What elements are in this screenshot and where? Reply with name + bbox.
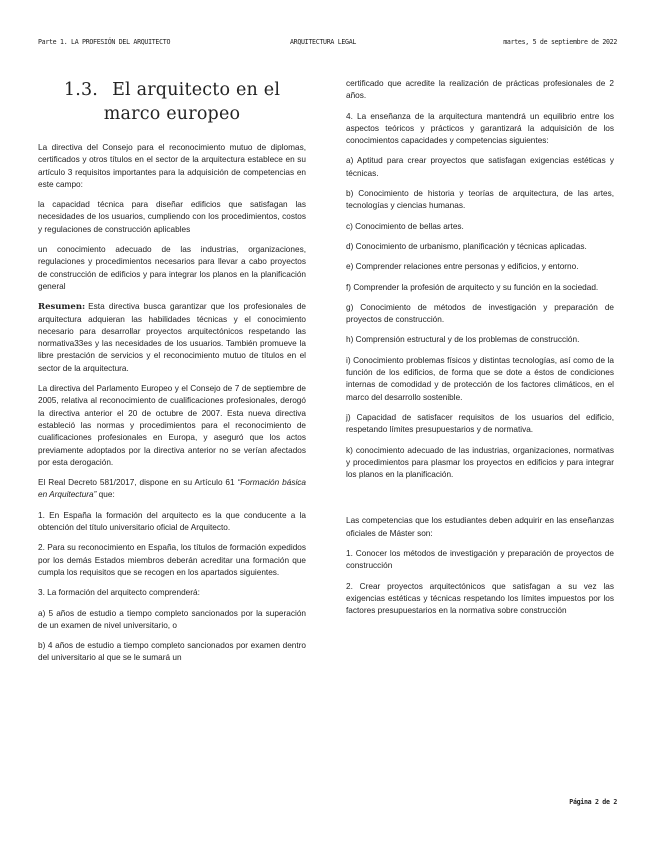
summary-label: Resumen: <box>38 302 86 313</box>
paragraph: 1. Conocer los métodos de investigación y preparación de proyectos de construcción <box>346 549 614 571</box>
paragraph: certificado que acredite la realización de prácticas profesionales de 2 años. <box>346 79 614 101</box>
list-item: e) Comprender relaciones entre personas y edificios, y entorno. <box>346 262 579 272</box>
list-item: f) Comprender la profesión de arquitecto y su función en la sociedad. <box>346 282 599 292</box>
header-subject: ARQUITECTURA LEGAL <box>290 38 357 46</box>
list-item: h) Comprensión estructural y de los problemas de construcción. <box>346 335 580 345</box>
paragraph <box>38 477 306 502</box>
list-item: k) conocimiento adecuado de las industrias, organizaciones, normativas y procedimientos para plasmar los proyectos en edificios y para integrar los planos en la planificación. <box>346 445 614 480</box>
spacer <box>346 489 614 515</box>
page-number: Página 2 de 2 <box>569 798 617 806</box>
section-number: 1.3. <box>63 80 99 100</box>
paragraph: 4. La enseñanza de la arquitectura mantendrá un equilibrio entre los aspectos teóricos y prácticos y garantizará la adquisición de los conocimientos capacidades y competencias siguientes: <box>346 111 614 146</box>
paragraph: 1. En España la formación del arquitecto es la que conducente a la obtención del título universitario oficial de Arquitecto. <box>38 510 306 533</box>
list-item: d) Conocimiento de urbanismo, planificación y técnicas aplicadas. <box>346 241 587 251</box>
list-item: j) Capacidad de satisfacer requisitos de los usuarios del edificio, respetando límites presupuestarios y de normativa. <box>346 412 614 435</box>
list-item: c) Conocimiento de bellas artes. <box>346 221 464 231</box>
paragraph: 3. La formación del arquitecto comprenderá: <box>38 588 200 598</box>
paragraph: la capacidad técnica para diseñar edificios que satisfagan las necesidades de los usuarios, cumpliendo con los procedimientos, costos y regulaciones de construcción aplicables <box>38 200 306 234</box>
decree-quote: “Formación básica en Arquitectura” <box>38 478 306 500</box>
summary-text: Esta directiva busca garantizar que los profesionales de arquitectura adquieran las habilidades técnicas y el conocimiento necesario para desarrollar proyectos arquitectónicos respetando las normativa33es y las necesidades de los usuarios. También promueve la libre prestación de servicios y el reconocimiento mutuo de títulos en el sector de la arquitectura. <box>38 302 306 373</box>
list-item: i) Conocimiento problemas físicos y distintas tecnologías, así como de la función de los edificios, de forma que se dote a éstos de condiciones internas de comodidad y de protección de los factores climáticos, en el marco del desarrollo sostenible. <box>346 355 614 402</box>
summary-paragraph <box>38 301 306 375</box>
paragraph: un conocimiento adecuado de las industrias, organizaciones, regulaciones y procedimientos necesarios para llevar a cabo proyectos de construcción de edificios y para integrar los planos en la planificación general <box>38 245 306 291</box>
paragraph: La directiva del Parlamento Europeo y el Consejo de 7 de septiembre de 2005, relativa al reconocimiento de cualificaciones profesionales, derogó la directiva anterior el 20 de octubre de 2007. Esta nueva directiva estableció las normas y procedimientos para el reconocimiento de cualificaciones profesionales en Europa, y aseguró que los actos previamente adoptados por la directiva anterior no se verían afectados por esta derogación. <box>38 384 306 467</box>
right-column <box>346 78 614 626</box>
left-column <box>38 78 306 673</box>
section-title-text: El arquitecto en el marco europeo <box>103 80 281 124</box>
page-header <box>38 38 617 46</box>
list-item: a) Aptitud para crear proyectos que satisfagan exigencias estéticas y técnicas. <box>346 156 614 178</box>
paragraph: Las competencias que los estudiantes deben adquirir en las enseñanzas oficiales de Máster son: <box>346 516 614 538</box>
header-chapter: Parte 1. LA PROFESIÓN DEL ARQUITECTO <box>38 38 171 46</box>
header-date: martes, 5 de septiembre de 2022 <box>503 38 617 46</box>
paragraph: b) 4 años de estudio a tiempo completo sancionados por examen dentro del universitario al que se le sumará un <box>38 641 306 663</box>
list-item: b) Conocimiento de historia y teorías de arquitectura, de las artes, tecnologías y ciencias humanas. <box>346 189 614 211</box>
decree-tail: que: <box>96 490 115 500</box>
list-item: g) Conocimiento de métodos de investigación y preparación de proyectos de construcción. <box>346 302 614 325</box>
paragraph: a) 5 años de estudio a tiempo completo sancionados por la superación de un examen de nivel universitario, o <box>38 608 306 630</box>
paragraph: La directiva del Consejo para el reconocimiento mutuo de diplomas, certificados y otros títulos en el sector de la arquitectura establece en su artículo 3 requisitos importantes para la adquisición de competencias en este campo: <box>38 143 306 189</box>
section-title <box>38 78 306 126</box>
decree-text: El Real Decreto 581/2017, dispone en su Artículo 61 <box>38 478 235 488</box>
paragraph: 2. Crear proyectos arquitectónicos que satisfagan a su vez las exigencias estéticas y técnicas respetando los límites impuestos por los factores presupuestarios en la normativa sobre construcción <box>346 581 614 616</box>
paragraph: 2. Para su reconocimiento en España, los títulos de formación expedidos por los demás Estados miembros deberán acreditar una formación que cumpla los requisitos que se recogen en los apartados siguientes. <box>38 543 306 577</box>
